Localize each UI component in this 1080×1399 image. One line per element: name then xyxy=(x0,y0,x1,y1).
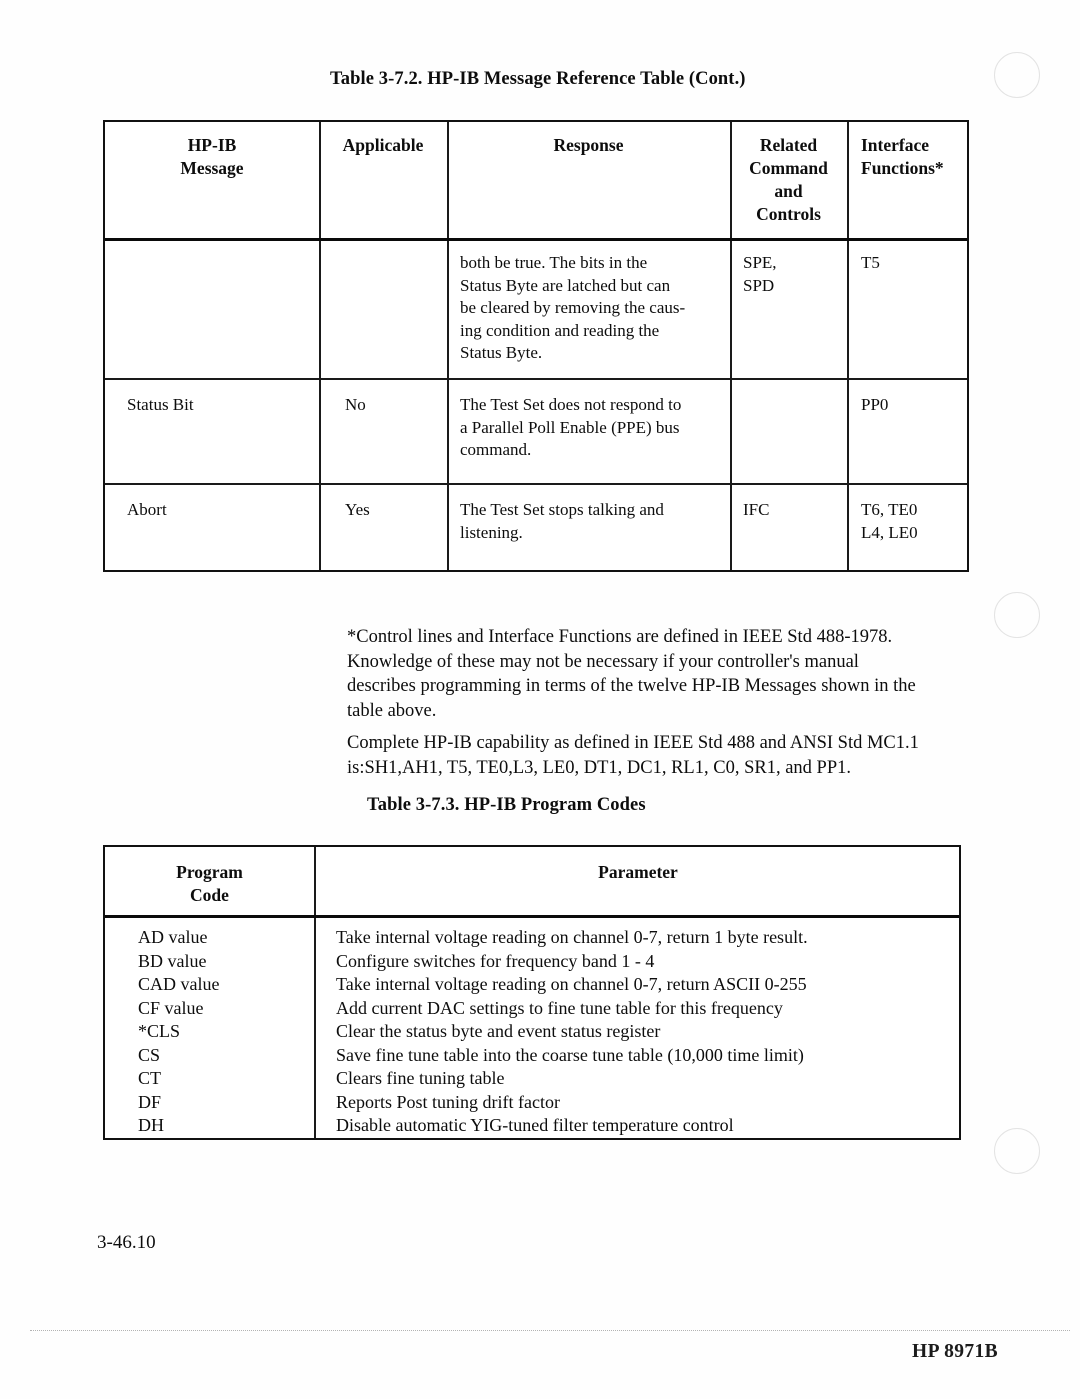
table-row xyxy=(105,394,319,417)
program-code-column xyxy=(105,926,314,1138)
header-bottom-rule xyxy=(105,238,967,241)
punch-hole-artifact-top xyxy=(994,52,1040,98)
response-line: ing condition and reading the xyxy=(460,320,660,340)
program-code-cell: DH xyxy=(138,1115,164,1135)
footnote-line: Knowledge of these may not be necessary if your controller's manual xyxy=(347,651,859,672)
related-line: IFC xyxy=(743,500,770,519)
response-line: Status Byte are latched but can xyxy=(460,275,671,295)
cell-interface-functions xyxy=(847,394,969,417)
hpib-capability-paragraph xyxy=(347,731,992,780)
program-code-cell: CF value xyxy=(138,997,204,1018)
header-parameter: Parameter xyxy=(598,862,678,882)
row-divider-1 xyxy=(105,378,967,380)
cell-response xyxy=(447,499,730,544)
interface-functions-footnote xyxy=(347,625,987,723)
hpib-message-reference-table xyxy=(103,120,969,572)
header-hpib-message-line1: HP-IB xyxy=(187,135,237,155)
footnote-line: table above. xyxy=(347,700,437,721)
parameter-cell: Reports Post tuning drift factor xyxy=(336,1091,560,1112)
response-line: Status Byte. xyxy=(460,343,543,363)
capability-line: is:SH1,AH1, T5, TE0,L3, LE0, DT1, DC1, RL1, C0, SR1, and PP1. xyxy=(347,757,851,778)
header-program-code xyxy=(105,861,314,907)
header-program-code-line1: Program xyxy=(176,862,243,882)
cell-message: Abort xyxy=(127,500,167,519)
interface-line: T5 xyxy=(861,253,880,272)
response-line: The Test Set stops talking and xyxy=(460,500,664,519)
header-hpib-message xyxy=(105,134,319,180)
response-line: a Parallel Poll Enable (PPE) bus xyxy=(460,417,680,437)
footnote-line: describes programming in terms of the twelve HP-IB Messages shown in the xyxy=(347,676,916,696)
parameter-cell: Take internal voltage reading on channel 0-7, return 1 byte result. xyxy=(336,927,808,947)
cell-message: Status Bit xyxy=(127,395,194,414)
header-related-line2: Command xyxy=(749,158,828,179)
message-table-caption: Table 3-7.2. HP-IB Message Reference Table (Cont.) xyxy=(330,69,746,89)
program-code-cell: AD value xyxy=(138,927,208,947)
cell-related-command xyxy=(730,252,847,297)
program-code-cell: CAD value xyxy=(138,974,220,994)
program-code-cell: CS xyxy=(138,1044,161,1065)
program-code-cell: *CLS xyxy=(138,1021,181,1041)
parameter-cell: Take internal voltage reading on channel 0-7, return ASCII 0-255 xyxy=(336,974,807,994)
response-line: both be true. The bits in the xyxy=(460,253,648,272)
cell-interface-functions xyxy=(847,499,969,544)
cell-response xyxy=(447,394,730,462)
punch-hole-artifact-middle xyxy=(994,592,1040,638)
program-code-cell: DF xyxy=(138,1091,162,1112)
footer-divider xyxy=(30,1330,1070,1332)
header-response: Response xyxy=(553,135,624,155)
response-line: command. xyxy=(460,440,532,460)
punch-hole-artifact-bottom xyxy=(994,1128,1040,1174)
interface-line: PP0 xyxy=(861,395,889,414)
row-divider-2 xyxy=(105,483,967,485)
parameter-cell: Disable automatic YIG-tuned filter temperature control xyxy=(336,1115,734,1135)
response-line: listening. xyxy=(460,522,523,542)
response-line: The Test Set does not respond to xyxy=(460,395,682,414)
interface-line: L4, LE0 xyxy=(861,522,918,542)
cell-interface-functions xyxy=(847,252,969,275)
table-row xyxy=(105,499,319,522)
related-line: SPE, xyxy=(743,253,777,272)
model-number: HP 8971B xyxy=(912,1341,999,1362)
parameter-cell: Add current DAC settings to fine tune table for this frequency xyxy=(336,997,783,1018)
interface-line: T6, TE0 xyxy=(861,500,918,519)
program-code-cell: CT xyxy=(138,1068,162,1088)
program-code-cell: BD value xyxy=(138,950,207,971)
parameter-cell: Clears fine tuning table xyxy=(336,1068,505,1088)
cell-response xyxy=(447,252,730,365)
cell-applicable: Yes xyxy=(345,500,370,519)
hpib-program-codes-table xyxy=(103,845,961,1140)
header-related-command-and-controls xyxy=(730,134,847,226)
capability-line: Complete HP-IB capability as defined in IEEE Std 488 and ANSI Std MC1.1 xyxy=(347,733,919,753)
response-line: be cleared by removing the caus- xyxy=(460,298,686,318)
header-related-line4: Controls xyxy=(756,204,821,225)
header-applicable: Applicable xyxy=(342,135,424,155)
cell-related-command xyxy=(730,499,847,522)
cell-applicable: No xyxy=(345,395,366,414)
page-number: 3-46.10 xyxy=(97,1232,156,1253)
header-related-line1: Related xyxy=(759,135,818,155)
program-codes-table-caption: Table 3-7.3. HP-IB Program Codes xyxy=(367,795,646,815)
parameter-cell: Save fine tune table into the coarse tune table (10,000 time limit) xyxy=(336,1044,804,1065)
parameter-cell: Configure switches for frequency band 1 - 4 xyxy=(336,950,655,971)
parameter-cell: Clear the status byte and event status register xyxy=(336,1021,661,1041)
parameter-column xyxy=(314,926,962,1138)
header-interface-line2: Functions* xyxy=(861,158,944,179)
header-hpib-message-line2: Message xyxy=(180,158,244,179)
header-program-code-line2: Code xyxy=(190,885,229,906)
header-related-line3: and xyxy=(774,181,803,202)
program-codes-header-rule xyxy=(105,915,959,918)
related-line: SPD xyxy=(743,275,775,295)
footnote-line: *Control lines and Interface Functions are defined in IEEE Std 488-1978. xyxy=(347,627,893,647)
header-interface-functions xyxy=(847,134,969,180)
header-interface-line1: Interface xyxy=(861,135,930,155)
